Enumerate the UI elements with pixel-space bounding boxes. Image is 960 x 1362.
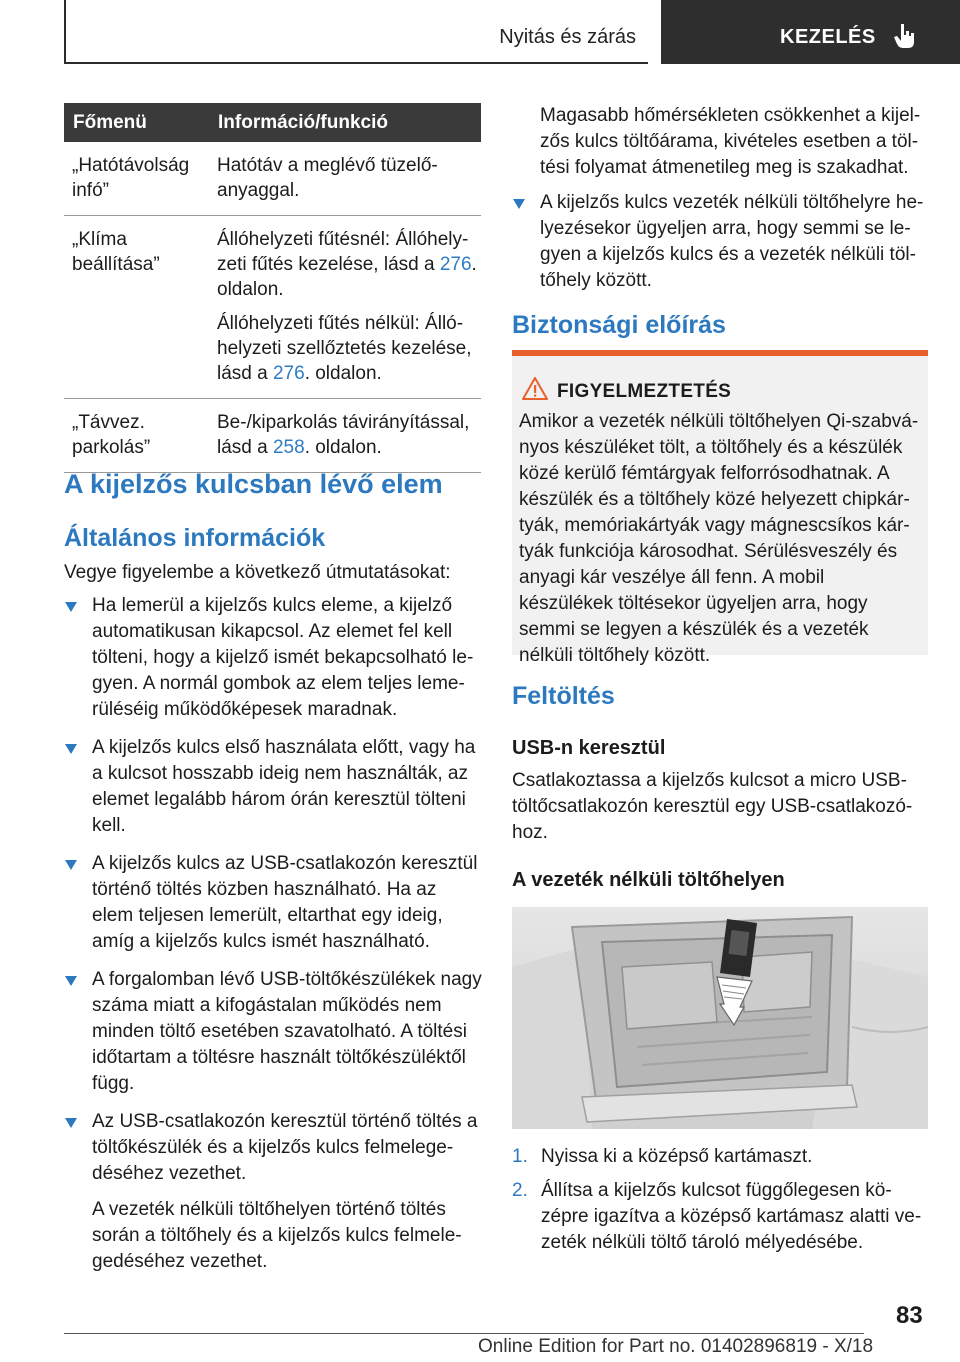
safety-heading: Biztonsági előírás xyxy=(512,311,726,339)
table-row xyxy=(64,142,481,216)
list-item xyxy=(64,967,482,1097)
table-cell-menu: „Klíma beállítása” xyxy=(64,216,209,399)
step-number: 2. xyxy=(512,1180,528,1201)
step-text: Állítsa a kijelzős kulcsot függőlegesen középre igazítva a középső kartámasz alatti vezeték nélküli töltő tároló mélyedésébe. xyxy=(541,1180,922,1253)
page-number: 83 xyxy=(896,1302,923,1329)
list-item-text: A kijelzős kulcs vezeték nélküli töltőhelyre helyezésekor ügyeljen arra, hogy semmi se legyen a kijelzős kulcs és a vezeték nélküli töltőhely között. xyxy=(540,192,924,291)
list-item-text: Ha lemerül a kijelzős kulcs eleme, a kijelző automatikusan kikapcsol. Az elemet fel kell tölteni, hogy a kijelző ismét bekapcsolható legyen. A normál gombok az elem teljes lemerüléséig működőképesek maradnak. xyxy=(92,595,474,720)
info-text-part: . oldalon. xyxy=(304,437,382,458)
steps-list xyxy=(512,1144,928,1264)
list-item-text: Az USB-csatlakozón keresztül történő töltés a töltőkészülék és a kijelzős kulcs felmelegedéséhez vezethet. xyxy=(92,1111,478,1184)
warning-text: Amikor a vezeték nélküli töltőhelyen Qi-szabványos készüléket tölt, a töltőhely és a készülék közé kerülő fémtárgyak felforrósodhatnak. A készülék és a töltőhely közé helyezett chipkártyák, memóriakártyák vagy mágnescsíkos kártyák funkciója károsodhat. Sérülésveszély és anyagi kár veszélye áll fenn. A mobil készülékek töltésekor ügyeljen arra, hogy semmi se legyen a készülék és a vezeték nélküli töltőhely között. xyxy=(519,411,919,666)
warning-title: FIGYELMEZTETÉS xyxy=(557,381,732,402)
triangle-bullet-icon xyxy=(65,602,77,612)
info-text-part: . oldalon. xyxy=(217,254,477,300)
list-item xyxy=(512,190,930,294)
list-item xyxy=(64,593,482,723)
info-text xyxy=(217,311,481,386)
warning-box xyxy=(512,350,928,666)
list-item xyxy=(64,1109,482,1275)
intro-text: Vegye figyelembe a következő útmutatásokat: xyxy=(64,562,451,583)
step-number: 1. xyxy=(512,1146,528,1167)
table-header-cell: Információ/funkció xyxy=(209,103,481,142)
table-row xyxy=(64,399,481,473)
usb-text: Csatlakoztassa a kijelzős kulcsot a micro USB-töltőcsatlakozón keresztül egy USB-csatlakozóhoz. xyxy=(512,770,913,843)
wireless-heading: A vezeték nélküli töltőhelyen xyxy=(512,869,785,891)
footer-edition: Online Edition for Part no. 01402896819 - X/18 xyxy=(478,1336,874,1357)
info-text-part: . oldalon. xyxy=(304,363,382,384)
table-cell-menu: „Távvez. parkolás” xyxy=(64,399,209,473)
table-cell-info xyxy=(209,142,481,216)
subsection-heading: Általános információk xyxy=(64,524,326,552)
list-item-text: A forgalomban lévő USB-töltőkészülékek nagy száma miatt a kifogástalan működés nem minden töltő esetében szavatolható. A töltési időtartam a töltésre használt töltőkészüléktől függ. xyxy=(92,969,482,1094)
list-item xyxy=(64,851,482,955)
header-section-title: Nyitás és zárás xyxy=(499,26,636,48)
table-cell-menu: „Hatótávolság infó” xyxy=(64,142,209,216)
charging-heading: Feltöltés xyxy=(512,682,615,710)
table-cell-info xyxy=(209,216,481,399)
page-link[interactable]: 258 xyxy=(272,437,305,458)
footer-divider xyxy=(64,1333,864,1334)
table-header-row xyxy=(64,103,481,142)
warning-triangle-icon xyxy=(522,377,548,405)
page-link[interactable]: 276 xyxy=(272,363,305,384)
header-chapter-title: KEZELÉS xyxy=(780,26,876,48)
header-chapter-box xyxy=(661,0,960,64)
table-header-cell: Főmenü xyxy=(64,103,209,142)
console-tray-illustration xyxy=(512,907,928,1129)
continued-paragraph: Magasabb hőmérsékleten csökkenhet a kijelzős kulcs töltőárama, kivételes esetben a töltési folyamat átmenetileg meg is szakadhat. xyxy=(540,105,921,178)
header-section-box xyxy=(64,0,648,64)
list-item xyxy=(64,735,482,839)
triangle-bullet-icon xyxy=(513,199,525,209)
info-text: Hatótáv a meglévő tüzelőanyaggal. xyxy=(217,155,438,201)
usb-heading: USB-n keresztül xyxy=(512,737,666,759)
triangle-bullet-icon xyxy=(65,976,77,986)
list-item-text: A kijelzős kulcs első használata előtt, vagy ha a kulcsot hosszabb ideig nem használták, az elemet legalább három órán keresztül tölteni kell. xyxy=(92,737,476,836)
step-text: Nyissa ki a középső kartámaszt. xyxy=(541,1146,813,1167)
list-item xyxy=(512,1144,928,1170)
info-text xyxy=(217,410,481,460)
page-link[interactable]: 276 xyxy=(439,254,472,275)
continued-bullet-list xyxy=(512,190,930,306)
list-item-text: A kijelzős kulcs az USB-csatlakozón keresztül történő töltés közben használható. Ha az elem teljesen lemerült, eltarthat egy ideig, amíg a kijelzős kulcs ismét használható. xyxy=(92,853,478,952)
menu-info-table xyxy=(64,103,481,473)
section-heading: A kijelzős kulcsban lévő elem xyxy=(64,469,443,499)
table-cell-info xyxy=(209,399,481,473)
table-row xyxy=(64,216,481,399)
list-item-subtext: A vezeték nélküli töltőhelyen történő töltés során a töltőhely és a kijelzős kulcs felmelegedéséhez vezethet. xyxy=(92,1199,462,1272)
triangle-bullet-icon xyxy=(65,860,77,870)
triangle-bullet-icon xyxy=(65,1118,77,1128)
info-text-part: Állóhelyzeti fűtés nélkül: Állóhelyzeti szellőztetés kezelése, lásd a xyxy=(217,313,472,384)
info-bullet-list xyxy=(64,593,482,1287)
list-item xyxy=(512,1178,928,1256)
info-text xyxy=(217,227,481,302)
info-text-part: Be-/kiparkolás távirányítással, lásd a xyxy=(217,412,470,458)
info-text-part: Állóhelyzeti fűtésnél: Állóhelyzeti fűtés kezelése, lásd a xyxy=(217,229,469,275)
hand-pointer-icon xyxy=(893,22,917,55)
triangle-bullet-icon xyxy=(65,744,77,754)
